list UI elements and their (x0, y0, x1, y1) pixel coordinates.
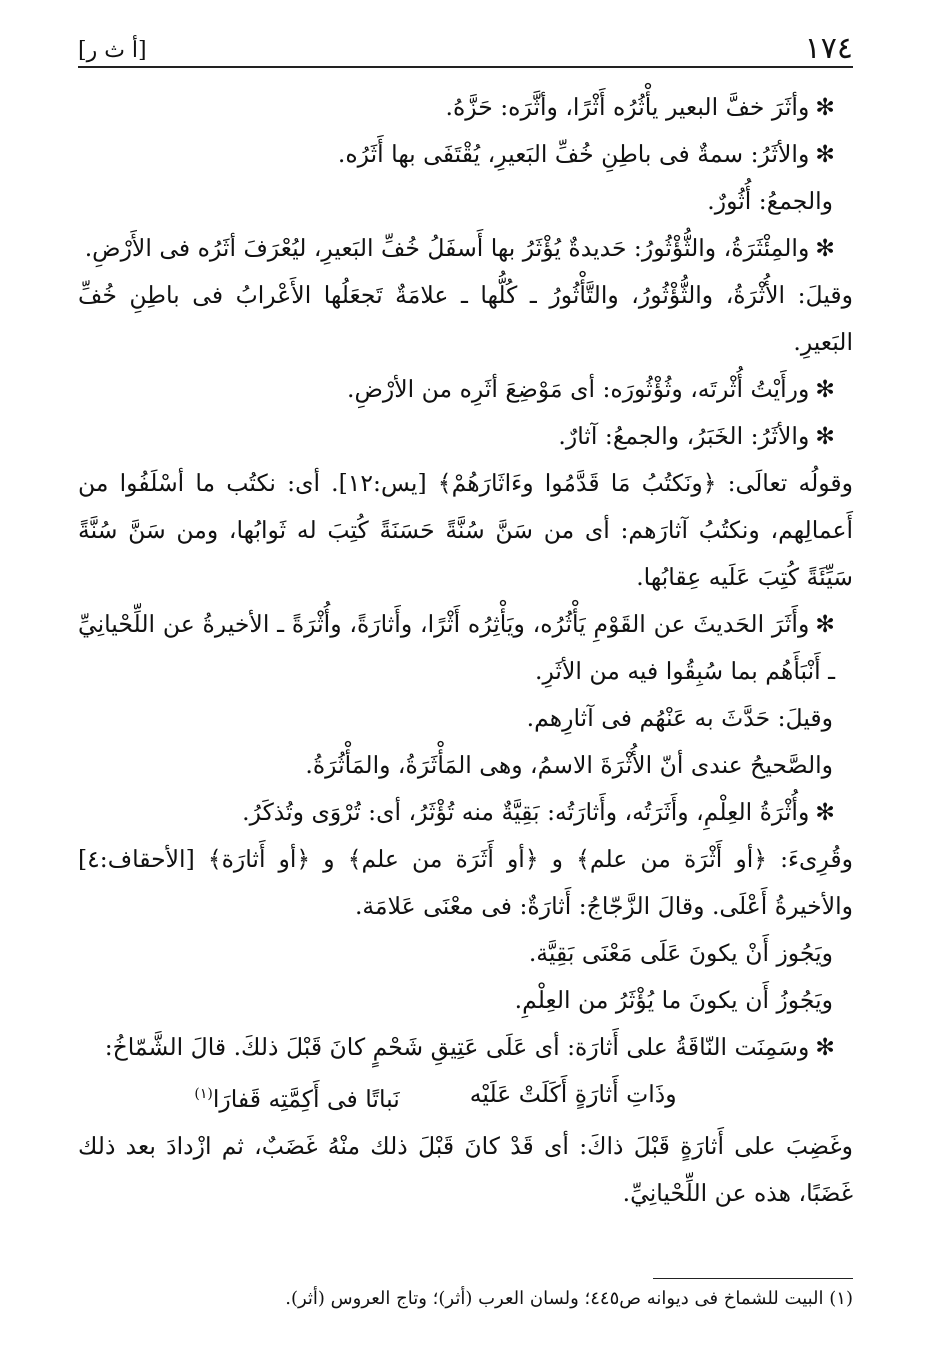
paragraph (78, 601, 853, 695)
paragraph-text: وقُرِىءَ: ﴿أو أَثْرَة من علم﴾ و ﴿أو أَثَرَة من علم﴾ و ﴿أو أَثارَة﴾ [الأحقاف:٤] والأخيرةُ أَعْلَى. وقالَ الزَّجّاجُ: أَثارَةٌ: فى معْنَى عَلامَة. (78, 845, 853, 920)
verse-first-hemistich: وذَاتِ أَثارَةٍ أَكَلَتْ عَلَيْه (469, 1080, 677, 1108)
paragraph-text: وقولُه تعالَى: ﴿ونَكتُبُ مَا قَدَّمُوا وءَاثَارَهُمْ﴾ [يس:١٢]. أى: نكتُب ما أسْلَفُوا من أَعمالِهم، ونكتُبُ آثارَهم: أى من سَنَّ سُنَّةً حَسَنَةً كُتِبَ له ثَوابُها، ومن سَنَّ سُنَّةً سَيِّئَةً كُتِبَ عَلَيه عِقابُها. (78, 469, 853, 591)
entry-star-icon: ✻ (815, 798, 835, 826)
entry-star-icon: ✻ (815, 1033, 835, 1061)
paragraph (78, 131, 853, 178)
paragraph-text: وغَضِبَ على أَثارَةٍ قَبْلَ ذاكَ: أى قَدْ كانَ قَبْلَ ذلك منْهُ غَضَبٌ، ثم ازْدادَ بعد ذلك غَضَبًا، هذه عن اللِّحْيانِيِّ. (78, 1131, 853, 1207)
closing-paragraph (78, 1123, 853, 1217)
paragraph-text: وأَثَرَ الحَديثَ عن القَوْمِ يَأْثُرُه، ويَأْثِرُه أَثْرًا، وأَثارَةً، وأُثْرَةً ـ الأخيرةُ عن اللِّحْيانِيِّ ـ أَنْبَأَهُم بما سُبِقُوا فيه من الأثَرِ. (78, 610, 835, 685)
footnote-reference: (١) (194, 1086, 213, 1102)
paragraph (78, 789, 853, 836)
paragraph-text: ويَجُوز أَنْ يكونَ عَلَى مَعْنَى بَقِيَّة. (528, 939, 833, 967)
entry-star-icon: ✻ (815, 93, 835, 121)
running-head: [أ ث ر] (78, 38, 147, 63)
entry-star-icon: ✻ (815, 140, 835, 168)
paragraph-text: والصَّحيحُ عندى أنّ الأُثْرَةَ الاسمُ، وهى المَأْثَرَةُ، والمَأْثُرَةُ. (305, 751, 833, 779)
paragraph-text: والأثَرُ: الخَبَرُ، والجمعُ: آثارٌ. (558, 422, 810, 450)
paragraph (78, 695, 853, 742)
page-header (78, 30, 853, 68)
paragraph (78, 930, 853, 977)
page-body (78, 84, 853, 1217)
paragraph-text: ورأَيْتُ أُثْرتَه، وثُؤْثُورَه: أى مَوْضِعَ أثَرِه من الأرْضِ. (347, 375, 810, 403)
paragraph (78, 742, 853, 789)
paragraph-text: وأُثْرَةُ العِلْمِ، وأَثَرَتُه، وأَثارَتُه: بَقِيَّةٌ منه تُؤْثَرُ، أى: تُرْوَى وتُذكَرُ. (242, 798, 810, 826)
paragraph-text: وقيلَ: حَدَّثَ به عَنْهُم فى آثارِهم. (526, 704, 833, 732)
entry-star-icon: ✻ (815, 375, 835, 403)
footnote: (١) البيت للشماخ فى ديوانه ص٤٤٥؛ ولسان العرب (أثر)؛ وتاج العروس (أثر). (285, 1288, 853, 1309)
paragraph-text: والجمعُ: أُثُورٌ. (707, 187, 833, 215)
paragraph-text: وأثَرَ خفَّ البعير يأْثُرُه أَثْرًا، وأثَّرَه: حَزَّهُ. (445, 93, 810, 121)
paragraph-text: ويَجُوزُ أَن يكونَ ما يُؤْثَرُ من العِلْمِ. (514, 986, 833, 1014)
paragraph-text: والمِئْثَرَةُ، والثُّؤْثُورُ: حَديدةٌ يُؤْثَرُ بها أَسفَلُ خُفِّ البَعيرِ، ليُعْرَفَ أثَرُه فى الأَرْضِ. (84, 234, 810, 262)
paragraph (78, 836, 853, 930)
entry-star-icon: ✻ (815, 234, 835, 262)
paragraph-text: والأثَرُ: سمةٌ فى باطِنِ خُفِّ البَعيرِ، يُقْتَفَى بها أَثَرُه. (337, 140, 810, 168)
verse-second-hemistich (194, 1071, 399, 1123)
verse-second-text: نَباتًا فى أَكِمَّتِه قَفارَا (212, 1084, 400, 1113)
paragraph-text: وقيلَ: الأُثْرَةُ، والثُّؤْثُورُ، والتَّأْثُورُ ـ كُلُّها ـ علامَةٌ تَجعَلُها الأَعْرابُ فى باطِنِ خُفِّ البَعيرِ. (78, 281, 853, 356)
entry-star-icon: ✻ (815, 610, 835, 638)
paragraph (78, 977, 853, 1024)
paragraph (78, 272, 853, 366)
paragraph-text: وسَمِنَت النّاقَةُ على أَثارَة: أى عَلَى عَتِيقِ شَحْمٍ كانَ قَبْلَ ذلكَ. قالَ الشَّمّاخُ: (104, 1033, 810, 1061)
paragraph (78, 413, 853, 460)
paragraph (78, 225, 853, 272)
footnote-divider (653, 1278, 853, 1279)
paragraph (78, 460, 853, 601)
poetry-verse (78, 1071, 853, 1123)
paragraph (78, 366, 853, 413)
paragraph (78, 1024, 853, 1071)
entry-star-icon: ✻ (815, 422, 835, 450)
paragraph (78, 84, 853, 131)
page-number: ١٧٤ (804, 31, 853, 66)
paragraph (78, 178, 853, 225)
